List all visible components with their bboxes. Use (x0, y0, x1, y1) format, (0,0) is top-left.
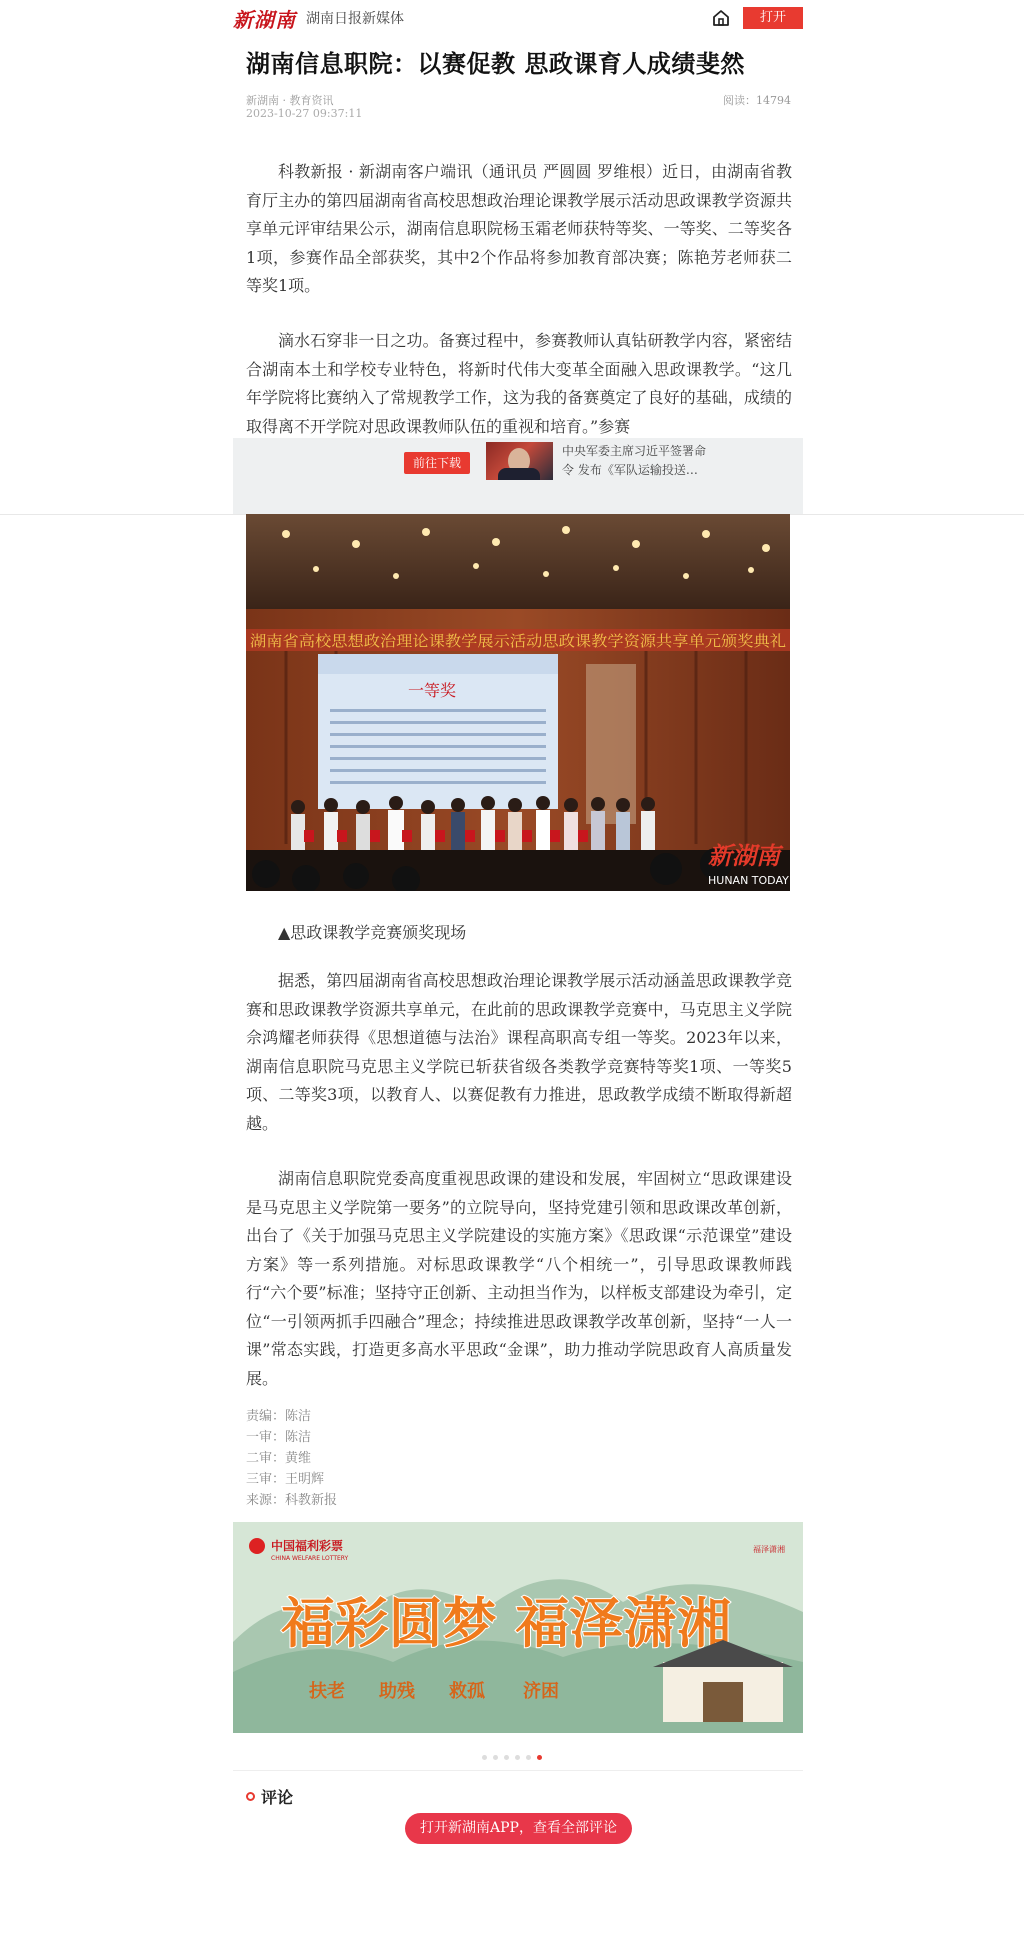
news-headline[interactable] (562, 442, 722, 480)
ad-org-en: CHINA WELFARE LOTTERY (271, 1555, 349, 1562)
paragraph-3: 据悉，第四届湖南省高校思想政治理论课教学展示活动涵盖思政课教学竞赛和思政课教学资源共享单元，在此前的思政课教学竞赛中，马克思主义学院佘鸿耀老师获得《思想道德与法治》课程高职高专组一等奖。2023年以来，湖南信息职院马克思主义学院已斩获省级各类教学竞赛特等奖1项、一等奖5项、二等奖3项，以教育人、以赛促教有力推进，思政教学成绩不断取得新超越。 (246, 971, 792, 1133)
ad-badge: 福泽潇湘 (753, 1545, 785, 1554)
credit-review-2: 二审：黄维 (246, 1451, 312, 1466)
read-count: 阅读：14794 (723, 94, 791, 107)
brand-name: 湖南日报新媒体 (306, 11, 404, 27)
credit-editor: 责编：陈洁 (246, 1409, 312, 1424)
news-headline-line-2: 令 发布《军队运输投送… (562, 463, 698, 477)
carousel-dot[interactable] (493, 1755, 498, 1760)
ad-tag: 救孤 (449, 1681, 485, 1702)
section-divider (233, 1770, 803, 1771)
ad-org-name: 中国福利彩票 (271, 1539, 344, 1553)
article-datetime: 2023-10-27 09:37:11 (246, 107, 363, 120)
ad-slogan: 福彩圆梦 福泽潇湘 (281, 1591, 731, 1655)
paragraph-4: 湖南信息职院党委高度重视思政课的建设和发展，牢固树立“思政课建设是马克思主义学院第一要务”的立院导向，坚持党建引领和思政课改革创新，出台了《关于加强马克思主义学院建设的实施方案》《思政课“示范课堂”建设方案》等一系列措施。对标思政课教学“八个相统一”，引导思政课教师践行“六个要”标准；坚持守正创新、主动担当作为，以样板支部建设为牵引，定位“一引领两抓手四融合”理念；持续推进思政课教学改革创新，坚持“一人一课”常态实践，打造更多高水平思政“金课”，助力推动学院思政育人高质量发展。 (246, 1169, 792, 1388)
logo[interactable]: 新湖南 (233, 7, 296, 32)
news-headline-line-1: 中央军委主席习近平签署命 (562, 444, 707, 458)
paragraph-2: 滴水石穿非一日之功。备赛过程中，参赛教师认真钻研教学内容，紧密结合湖南本土和学校专业特色，将新时代伟大变革全面融入思政课教学。“这几年学院将比赛纳入了常规教学工作，这为我的备赛奠定了良好的基础，成绩的取得离不开学院对思政课教师队伍的重视和培育。”参赛 (246, 331, 792, 436)
carousel-indicator (0, 1745, 1024, 1764)
article-source: 新湖南 · 教育资讯 (246, 94, 334, 107)
photo-watermark-text: HUNAN TODAY (708, 874, 789, 887)
comments-heading (246, 1785, 293, 1808)
editor-credits (246, 1406, 337, 1511)
home-icon[interactable] (711, 8, 731, 28)
photo-banner-text: 湖南省高校思想政治理论课教学展示活动思政课教学资源共享单元颁奖典礼 (250, 632, 786, 650)
carousel-dot-active[interactable] (537, 1755, 542, 1760)
photo-watermark-logo: 新湖南 (708, 841, 780, 870)
ad-tag: 济困 (523, 1681, 559, 1702)
paragraph-1: 科教新报 · 新湖南客户端讯（通讯员 严圆圆 罗维根）近日，由湖南省教育厅主办的第四届湖南省高校思想政治理论课教学展示活动思政课教学资源共享单元评审结果公示，湖南信息职院杨玉霜老师获特等奖、一等奖、二等奖各1项，参赛作品全部获奖，其中2个作品将参加教育部决赛；陈艳芳老师获二等奖1项。 (246, 162, 792, 295)
credit-review-3: 三审：王明辉 (246, 1472, 325, 1487)
news-thumbnail[interactable] (486, 442, 553, 480)
carousel-dot[interactable] (515, 1755, 520, 1760)
ad-tag: 助残 (379, 1681, 415, 1702)
credit-source: 来源：科教新报 (246, 1493, 338, 1508)
app-download-banner[interactable] (233, 438, 803, 514)
ad-tag: 扶老 (309, 1681, 345, 1702)
photo-caption: ▲思政课教学竞赛颁奖现场 (278, 923, 467, 942)
credit-review-1: 一审：陈洁 (246, 1430, 312, 1445)
carousel-dot[interactable] (504, 1755, 509, 1760)
lottery-ad-banner[interactable] (233, 1522, 803, 1733)
photo-screen-heading: 一等奖 (408, 681, 457, 700)
comments-title: 评论 (261, 1788, 294, 1807)
carousel-dot[interactable] (482, 1755, 487, 1760)
article-title: 湖南信息职院：以赛促教 思政课育人成绩斐然 (246, 50, 745, 78)
download-button[interactable]: 前往下载 (404, 452, 470, 474)
carousel-dot[interactable] (526, 1755, 531, 1760)
top-bar (233, 0, 803, 36)
open-app-button[interactable]: 打开 (743, 7, 803, 29)
open-app-comments-button[interactable]: 打开新湖南APP，查看全部评论 (405, 1813, 632, 1844)
bullet-ring-icon (246, 1792, 255, 1801)
award-ceremony-photo (246, 514, 790, 891)
